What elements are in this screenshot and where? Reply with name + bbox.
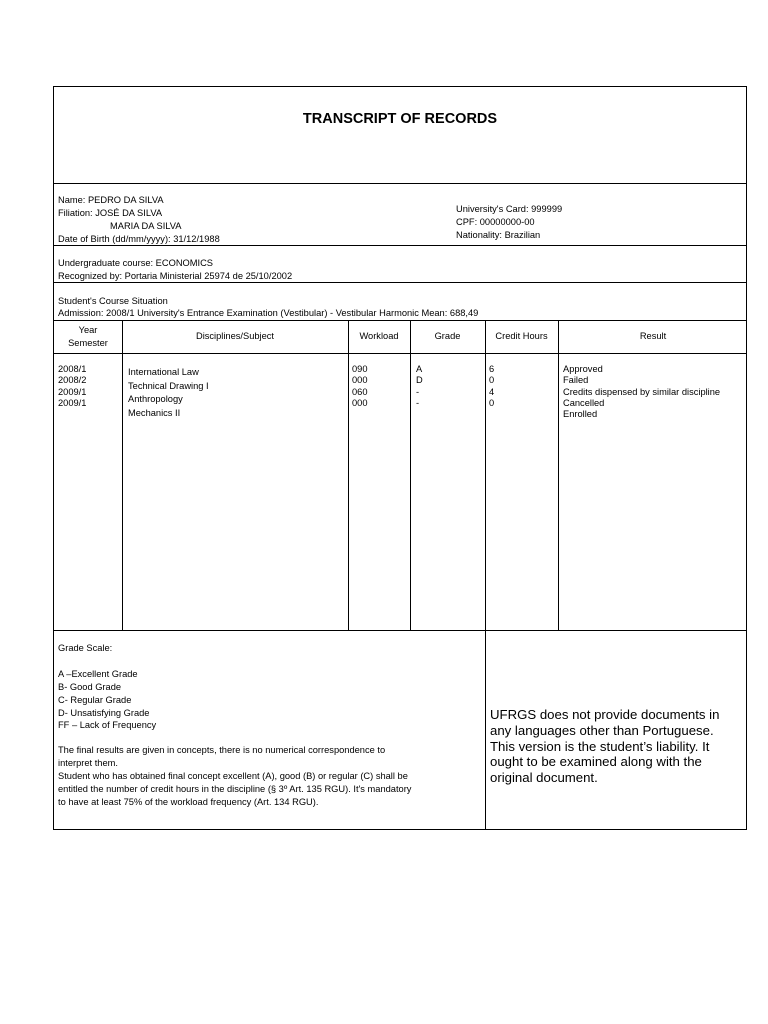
table-cell: 2008/1 xyxy=(58,364,87,374)
workload-column xyxy=(352,364,368,409)
student-cpf: CPF: 00000000-00 xyxy=(456,217,535,227)
table-cell: Cancelled xyxy=(563,397,605,408)
undergraduate-course: Undergraduate course: ECONOMICS xyxy=(58,258,214,268)
column-divider xyxy=(485,630,486,830)
column-divider xyxy=(558,320,559,630)
table-cell: Credits dispensed by similar discipline xyxy=(563,386,721,397)
subject-column xyxy=(128,367,209,421)
header-year: Year xyxy=(78,325,98,335)
grade-note-line: The final results are given in concepts, there is no numerical correspondence to xyxy=(58,745,386,755)
table-cell: - xyxy=(416,386,420,397)
table-cell: 4 xyxy=(489,386,495,397)
grade-scale-item: FF – Lack of Frequency xyxy=(58,720,157,730)
grade-note-line: to have at least 75% of the workload frequency (Art. 134 RGU). xyxy=(58,797,319,807)
column-divider xyxy=(485,320,486,630)
admission-info: Admission: 2008/1 University's Entrance Examination (Vestibular) - Vestibular Harmonic Mean: 688,49 xyxy=(58,308,479,318)
table-cell: Anthropology xyxy=(128,394,183,404)
table-cell: Enrolled xyxy=(563,409,598,420)
table-cell: 6 xyxy=(489,364,495,374)
column-divider xyxy=(348,320,349,630)
grade-scale-item: B- Good Grade xyxy=(58,682,122,692)
header-grade: Grade xyxy=(434,331,461,341)
divider xyxy=(54,320,746,321)
header-semester: Semester xyxy=(68,337,108,348)
student-filiation-second: MARIA DA SILVA xyxy=(110,221,182,231)
transcript-document xyxy=(53,86,747,830)
column-divider xyxy=(410,320,411,630)
grade-scale-item: D- Unsatisfying Grade xyxy=(58,708,150,718)
divider xyxy=(54,630,746,631)
table-cell: - xyxy=(416,397,420,408)
table-cell: Technical Drawing I xyxy=(128,380,209,391)
student-name: Name: PEDRO DA SILVA xyxy=(58,195,164,205)
header-year-semester xyxy=(54,324,122,349)
table-cell: Mechanics II xyxy=(128,407,181,418)
student-dob: Date of Birth (dd/mm/yyyy): 31/12/1988 xyxy=(58,234,220,244)
result-column xyxy=(563,364,720,420)
header-result: Result xyxy=(639,331,667,341)
table-cell: 000 xyxy=(352,375,368,386)
table-cell: 000 xyxy=(352,397,368,408)
table-cell: 0 xyxy=(489,397,495,408)
table-cell: 2008/2 xyxy=(58,375,87,386)
recognized-by: Recognized by: Portaria Ministerial 25974 de 25/10/2002 xyxy=(58,271,293,281)
table-cell: 0 xyxy=(489,375,495,386)
grade-note-line: interpret them. xyxy=(58,758,118,768)
grade-scale-heading: Grade Scale: xyxy=(58,643,113,653)
divider xyxy=(54,183,746,184)
divider xyxy=(54,353,746,354)
student-nationality: Nationality: Brazilian xyxy=(456,230,541,240)
student-filiation: Filiation: JOSÉ DA SILVA xyxy=(58,208,163,218)
table-cell: A xyxy=(416,364,423,374)
document-title: TRANSCRIPT OF RECORDS xyxy=(302,111,498,127)
table-cell: 2009/1 xyxy=(58,397,87,408)
grade-scale-item: C- Regular Grade xyxy=(58,695,132,705)
table-cell: 060 xyxy=(352,386,368,397)
header-workload: Workload xyxy=(359,331,399,341)
grade-column xyxy=(416,364,423,409)
table-cell: 090 xyxy=(352,364,368,374)
course-situation-heading: Student's Course Situation xyxy=(58,296,168,306)
university-card: University's Card: 999999 xyxy=(456,204,563,214)
column-divider xyxy=(122,320,123,630)
table-cell: 2009/1 xyxy=(58,386,87,397)
grade-scale-item: A –Excellent Grade xyxy=(58,669,138,679)
table-cell: D xyxy=(416,375,423,386)
header-subject: Disciplines/Subject xyxy=(195,331,275,341)
disclaimer-note: UFRGS does not provide documents in any languages other than Portuguese. This version is the student’s liability. It ought to be examined along with the original document. xyxy=(490,707,720,786)
semester-column xyxy=(58,364,86,409)
grade-note-line: Student who has obtained final concept excellent (A), good (B) or regular (C) shall be xyxy=(58,771,408,781)
table-cell: Approved xyxy=(563,364,603,374)
grade-note-line: entitled the number of credit hours in the discipline (§ 3º Art. 135 RGU). It's mandatory xyxy=(58,784,412,794)
table-cell: Failed xyxy=(563,375,589,386)
table-cell: International Law xyxy=(128,367,199,377)
header-credit-hours: Credit Hours xyxy=(495,331,548,341)
credit-hours-column xyxy=(489,364,494,409)
